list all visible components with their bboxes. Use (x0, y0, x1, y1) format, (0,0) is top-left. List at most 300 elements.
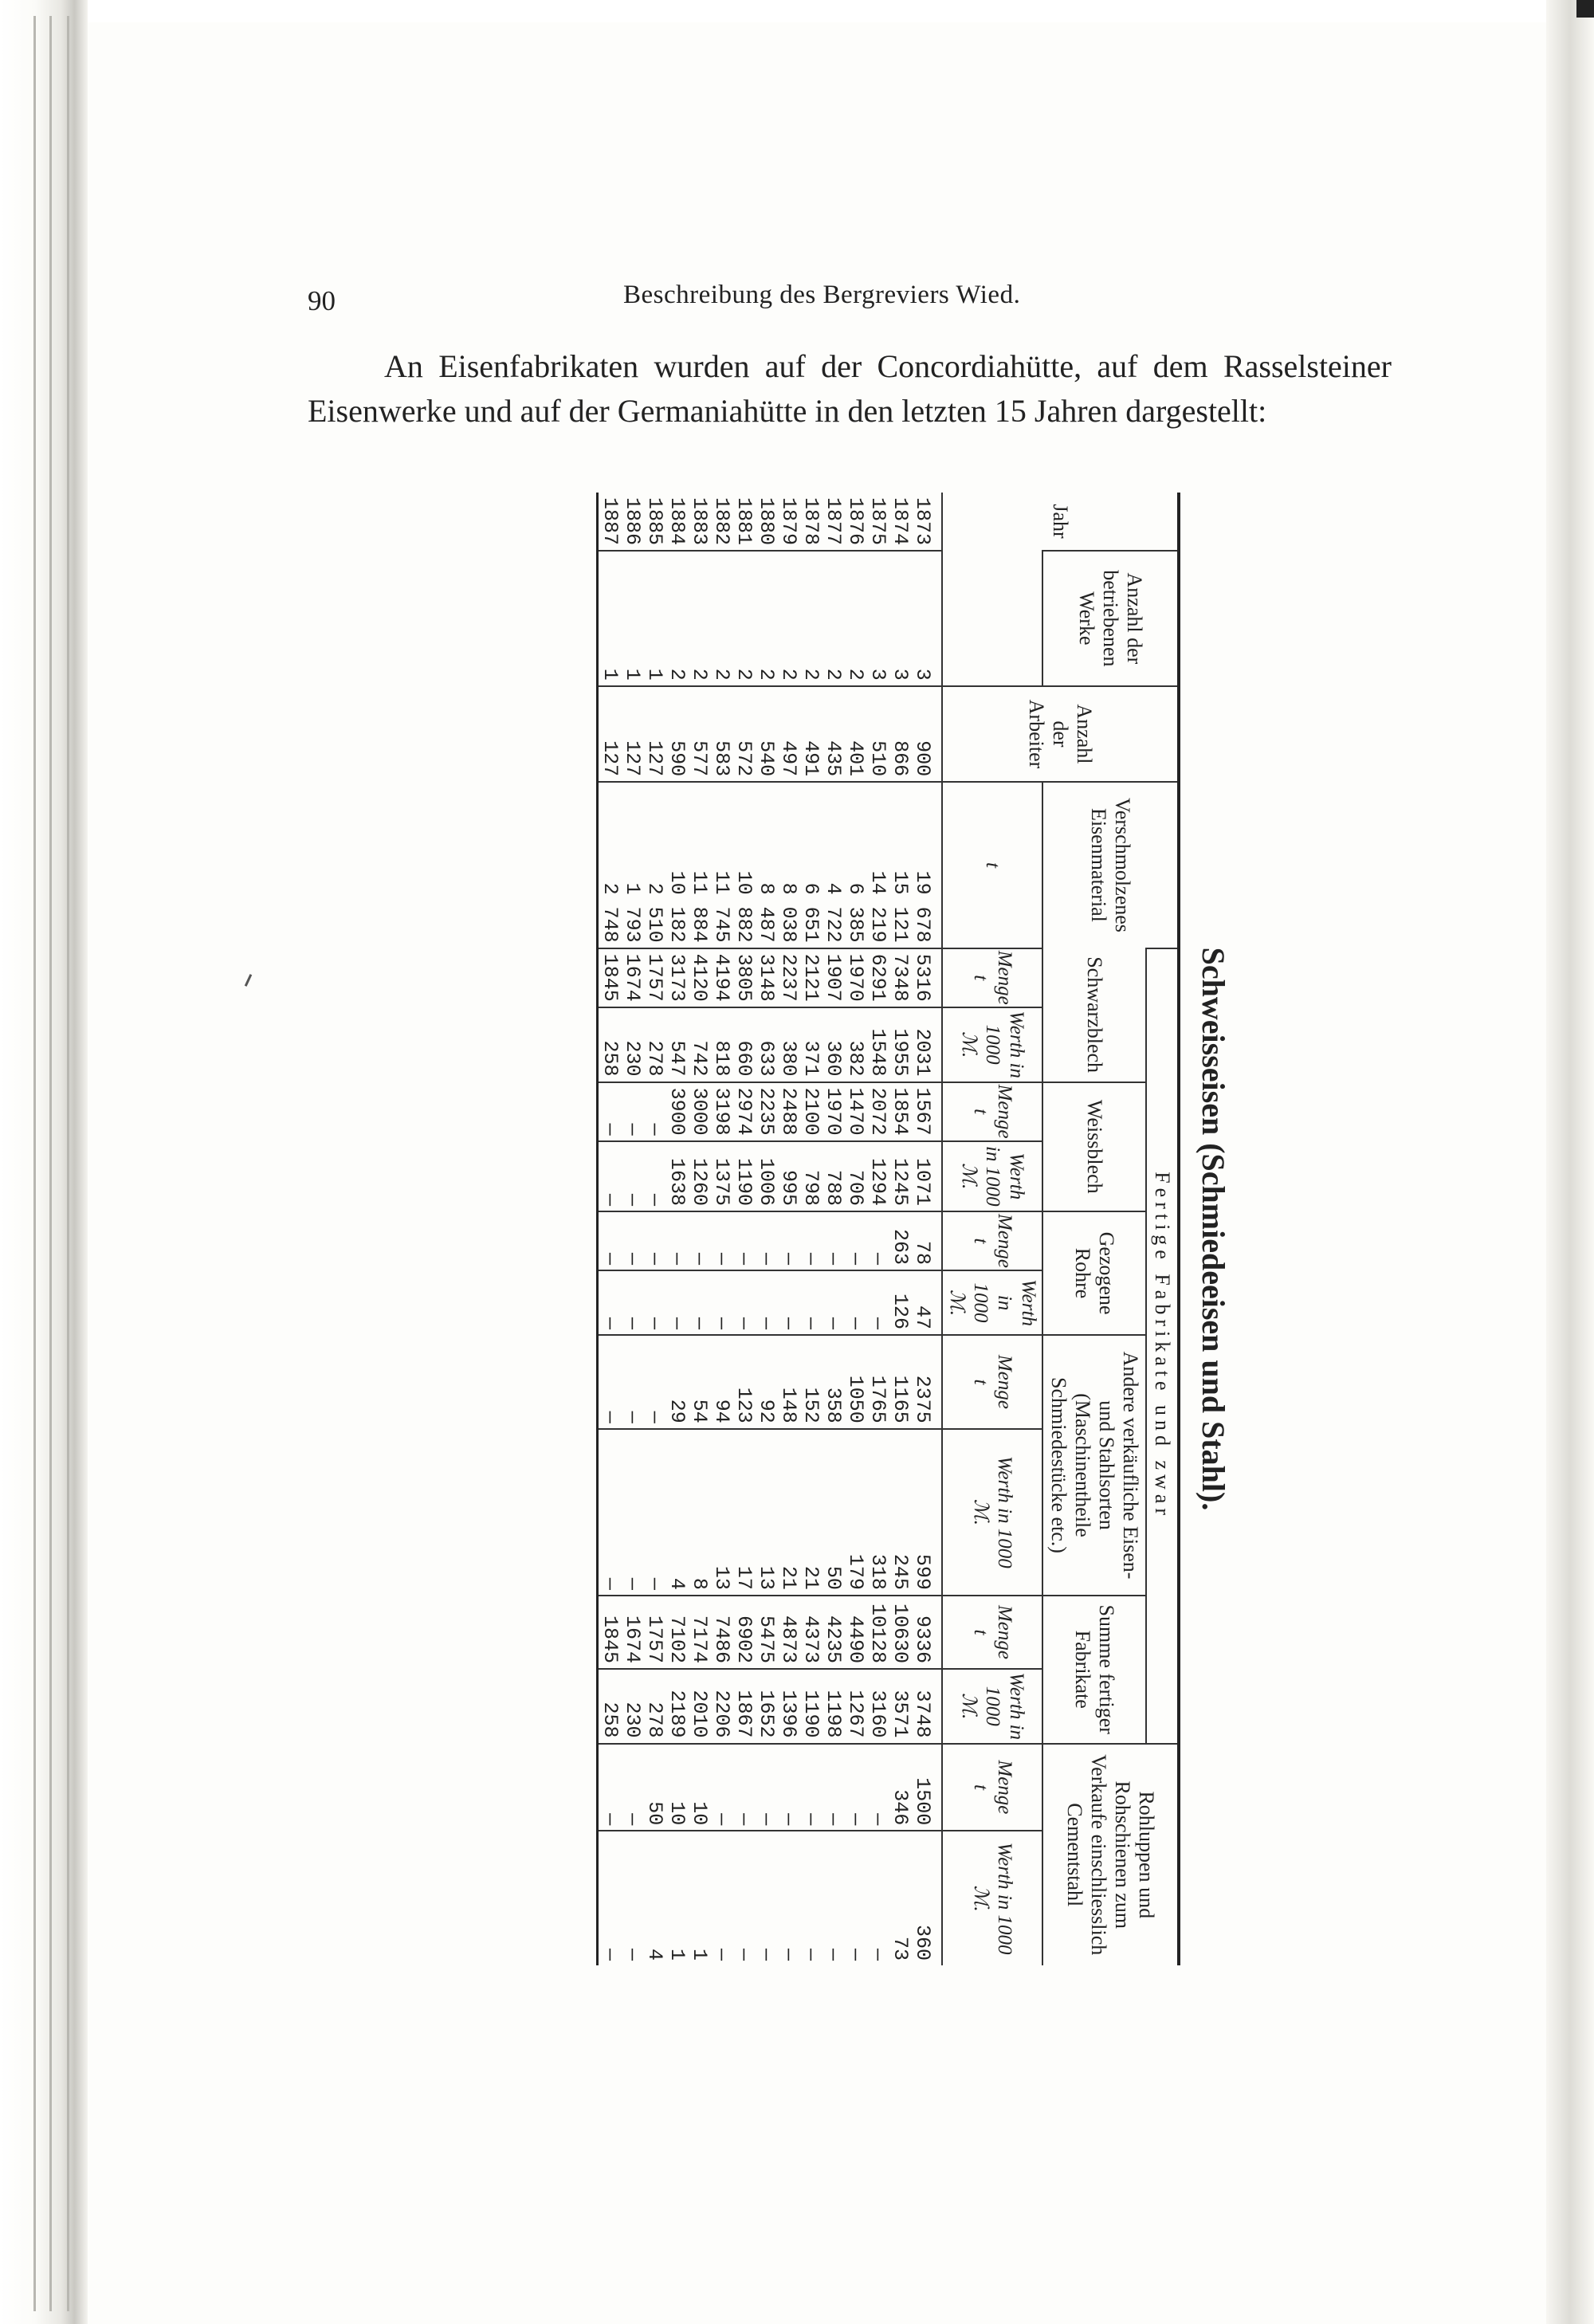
cell-sb-w: 660 (732, 1007, 755, 1082)
cell-rl-w: — (732, 1831, 755, 1965)
cell-werke: 2 (799, 551, 822, 686)
cell-gr-w: — (844, 1270, 866, 1335)
sub-menge-label: Menge (994, 1214, 1015, 1269)
cell-jahr: 1880 (755, 497, 778, 546)
cell-rl-w: — (866, 1831, 889, 1965)
table-row (598, 493, 622, 1965)
sub-menge (942, 1596, 1042, 1669)
cell-an-m: 2375 (911, 1335, 942, 1429)
table-row (710, 493, 732, 1965)
cell-an-m: — (621, 1335, 643, 1429)
cell-werke: 2 (710, 551, 732, 686)
cell-werke: 1 (621, 551, 643, 686)
unit-mark: ℳ. (970, 1885, 991, 1912)
cell-gr-w: — (710, 1270, 732, 1335)
cell-sb-m: 7348 (889, 948, 911, 1007)
cell-rl-m: — (799, 1744, 822, 1831)
cell-jahr: 1877 (822, 497, 845, 546)
cell-su-w: 2206 (710, 1669, 732, 1744)
cell-jahr: 1874 (889, 497, 912, 546)
header-schwarzblech: Schwarzblech (1042, 948, 1146, 1082)
production-table (596, 493, 1180, 1965)
unit-t: t (970, 1109, 991, 1115)
cell-sb-w: 382 (844, 1007, 866, 1082)
cell-jahr: 1875 (866, 497, 889, 546)
cell-wb-w: 1260 (688, 1141, 710, 1211)
cell-gr-m: — (710, 1211, 732, 1270)
sub-menge-label: Menge (994, 1354, 1015, 1409)
cell-sb-m: 3148 (755, 948, 777, 1007)
page-number: 90 (308, 285, 336, 316)
cell-rl-w: 1 (665, 1831, 688, 1965)
cell-rl-m: — (621, 1744, 643, 1831)
table-row (621, 493, 643, 1965)
cell-an-m: — (598, 1335, 622, 1429)
cell-sb-w: 258 (598, 1007, 622, 1082)
cell-rl-m: 50 (643, 1744, 665, 1831)
sub-menge (942, 1335, 1042, 1429)
cell-rl-m: 1500 (911, 1744, 942, 1831)
cell-wb-m: — (598, 1082, 622, 1141)
cell-sb-m: 1907 (822, 948, 844, 1007)
cell-wb-m: 3900 (665, 1082, 688, 1141)
sub-menge (942, 948, 1042, 1007)
cell-an-m: 358 (822, 1335, 844, 1429)
cell-rl-m: 10 (688, 1744, 710, 1831)
cell-rl-w: — (710, 1831, 732, 1965)
cell-wb-m: 2235 (755, 1082, 777, 1141)
cell-rl-m: 10 (665, 1744, 688, 1831)
cell-verschm: 8 487 (755, 782, 777, 948)
unit-mark: ℳ. (958, 1031, 980, 1058)
cell-arbeiter: 540 (755, 686, 777, 782)
cell-sb-m: 4120 (688, 948, 710, 1007)
cell-verschm: 11 884 (688, 782, 710, 948)
cell-verschm: 14 219 (866, 782, 889, 948)
cell-su-m: 7486 (710, 1596, 732, 1669)
scan-top-border (0, 0, 1594, 22)
cell-wb-w: 788 (822, 1141, 844, 1211)
cell-wb-m: 2072 (866, 1082, 889, 1141)
cell-su-m: 6902 (732, 1596, 755, 1669)
cell-su-m: 4490 (844, 1596, 866, 1669)
cell-jahr: 1882 (710, 497, 733, 546)
cell-wb-w: 1375 (710, 1141, 732, 1211)
cell-su-w: 2189 (665, 1669, 688, 1744)
cell-an-w: 21 (799, 1429, 822, 1596)
rotated-table (415, 493, 1241, 1965)
cell-arbeiter: 572 (732, 686, 755, 782)
cell-jahr: 1883 (688, 497, 711, 546)
cell-sb-w: 380 (777, 1007, 799, 1082)
cell-an-w: 13 (710, 1429, 732, 1596)
table-row (799, 493, 822, 1965)
unit-mark: ℳ. (958, 1163, 980, 1190)
cell-verschm: 6 385 (844, 782, 866, 948)
table-row (866, 493, 889, 1965)
cell-arbeiter: 583 (710, 686, 732, 782)
cell-rl-w: 360 (911, 1831, 942, 1965)
stray-ink-mark (245, 974, 252, 987)
cell-arbeiter: 127 (643, 686, 665, 782)
cell-arbeiter: 577 (688, 686, 710, 782)
table-row (822, 493, 844, 1965)
cell-su-m: 1845 (598, 1596, 622, 1669)
unit-mark: ℳ. (970, 1498, 991, 1525)
cell-werke: 2 (665, 551, 688, 686)
cell-su-w: 230 (621, 1669, 643, 1744)
cell-werke: 2 (755, 551, 777, 686)
cell-jahr: 1887 (599, 497, 622, 546)
cell-gr-w: — (598, 1270, 622, 1335)
cell-su-m: 1674 (621, 1596, 643, 1669)
cell-werke: 2 (688, 551, 710, 686)
cell-jahr: 1876 (844, 497, 867, 546)
cell-sb-w: 633 (755, 1007, 777, 1082)
cell-rl-w: 1 (688, 1831, 710, 1965)
cell-sb-m: 4194 (710, 948, 732, 1007)
cell-gr-m: — (643, 1211, 665, 1270)
table-row (755, 493, 777, 1965)
cell-arbeiter: 127 (621, 686, 643, 782)
cell-rl-m: — (598, 1744, 622, 1831)
unit-t: t (970, 1784, 991, 1790)
cell-gr-m: — (866, 1211, 889, 1270)
cell-wb-w: 706 (844, 1141, 866, 1211)
cell-gr-w: — (665, 1270, 688, 1335)
cell-sb-m: 3805 (732, 948, 755, 1007)
unit-werke-empty (942, 551, 1042, 686)
cell-an-w: — (621, 1429, 643, 1596)
cell-gr-m: — (799, 1211, 822, 1270)
cell-rl-m: — (777, 1744, 799, 1831)
cell-an-m: 148 (777, 1335, 799, 1429)
cell-gr-w: — (755, 1270, 777, 1335)
cell-an-w: 318 (866, 1429, 889, 1596)
cell-su-w: 258 (598, 1669, 622, 1744)
cell-sb-w: 2031 (911, 1007, 942, 1082)
cell-werke: 1 (598, 551, 622, 686)
header-rohluppen: Rohluppen und Rohschienen zum Verkaufe einschliesslich Cementstahl (1042, 1744, 1179, 1965)
cell-verschm: 10 182 (665, 782, 688, 948)
scan-corner (1576, 0, 1594, 18)
cell-sb-w: 371 (799, 1007, 822, 1082)
cell-werke: 3 (889, 551, 911, 686)
sub-werth-label: Werth in 1000 (982, 1145, 1027, 1207)
cell-gr-w: — (621, 1270, 643, 1335)
cell-su-m: 7174 (688, 1596, 710, 1669)
cell-an-m: 123 (732, 1335, 755, 1429)
unit-t: t (970, 1629, 991, 1635)
unit-t: t (970, 1379, 991, 1385)
cell-sb-w: 1548 (866, 1007, 889, 1082)
sub-werth (942, 1669, 1042, 1744)
cell-rl-w: — (799, 1831, 822, 1965)
cell-verschm: 4 722 (822, 782, 844, 948)
cell-rl-m: — (844, 1744, 866, 1831)
sub-werth (942, 1429, 1042, 1596)
cell-gr-w: — (866, 1270, 889, 1335)
cell-sb-m: 6291 (866, 948, 889, 1007)
cell-gr-m: — (598, 1211, 622, 1270)
page-edge-line (33, 16, 36, 2311)
cell-rl-m: — (755, 1744, 777, 1831)
book-binding-edge (0, 0, 88, 2324)
cell-sb-m: 3173 (665, 948, 688, 1007)
cell-wb-m: 1567 (911, 1082, 942, 1141)
cell-an-w: 4 (665, 1429, 688, 1596)
cell-wb-w: 1071 (911, 1141, 942, 1211)
cell-werke: 1 (643, 551, 665, 686)
cell-su-m: 4873 (777, 1596, 799, 1669)
sub-menge (942, 1082, 1042, 1141)
cell-werke: 3 (911, 551, 942, 686)
cell-an-w: 8 (688, 1429, 710, 1596)
cell-sb-m: 2237 (777, 948, 799, 1007)
cell-rl-w: 73 (889, 1831, 911, 1965)
cell-verschm: 19 678 (911, 782, 942, 948)
cell-an-m: 54 (688, 1335, 710, 1429)
sub-menge-label: Menge (994, 950, 1015, 1005)
sub-werth (942, 1007, 1042, 1082)
cell-arbeiter: 590 (665, 686, 688, 782)
cell-wb-m: 3198 (710, 1082, 732, 1141)
table-row (688, 493, 710, 1965)
cell-gr-w: — (799, 1270, 822, 1335)
cell-su-w: 3571 (889, 1669, 911, 1744)
cell-su-m: 4235 (822, 1596, 844, 1669)
cell-wb-w: 1294 (866, 1141, 889, 1211)
cell-sb-m: 1757 (643, 948, 665, 1007)
cell-rl-m: — (710, 1744, 732, 1831)
sub-menge (942, 1744, 1042, 1831)
cell-wb-w: — (643, 1141, 665, 1211)
cell-wb-w: 1190 (732, 1141, 755, 1211)
cell-sb-w: 360 (822, 1007, 844, 1082)
cell-su-w: 3160 (866, 1669, 889, 1744)
cell-wb-m: 1470 (844, 1082, 866, 1141)
sub-werth-label: Werth in 1000 (994, 1456, 1015, 1568)
sub-werth-label: Werth in 1000 (982, 1672, 1027, 1741)
unit-t: t (970, 975, 991, 981)
header-gezogene-rohre: Gezogene Rohre (1042, 1211, 1146, 1335)
cell-rl-m: 346 (889, 1744, 911, 1831)
cell-gr-m: — (732, 1211, 755, 1270)
sub-menge (942, 1211, 1042, 1270)
cell-arbeiter: 866 (889, 686, 911, 782)
sub-werth-label: Werth in 1000 (970, 1279, 1039, 1326)
cell-wb-m: — (621, 1082, 643, 1141)
cell-an-m: 94 (710, 1335, 732, 1429)
cell-gr-m: 78 (911, 1211, 942, 1270)
cell-jahr: 1879 (777, 497, 800, 546)
cell-rl-m: — (732, 1744, 755, 1831)
cell-sb-w: 1955 (889, 1007, 911, 1082)
cell-su-w: 1267 (844, 1669, 866, 1744)
table-row (643, 493, 665, 1965)
cell-wb-m: 2488 (777, 1082, 799, 1141)
right-page-edge (1546, 0, 1594, 2324)
cell-gr-m: — (822, 1211, 844, 1270)
cell-gr-m: 263 (889, 1211, 911, 1270)
header-fertige-fabrikate: Fertige Fabrikate und zwar (1146, 948, 1179, 1744)
sub-werth (942, 1270, 1042, 1335)
cell-sb-w: 818 (710, 1007, 732, 1082)
cell-rl-m: — (866, 1744, 889, 1831)
cell-verschm: 8 038 (777, 782, 799, 948)
cell-gr-m: — (755, 1211, 777, 1270)
cell-rl-w: — (621, 1831, 643, 1965)
table-row (889, 493, 911, 1965)
cell-wb-w: 1245 (889, 1141, 911, 1211)
cell-verschm: 1 793 (621, 782, 643, 948)
cell-verschm: 10 882 (732, 782, 755, 948)
cell-rl-m: — (822, 1744, 844, 1831)
table-row (665, 493, 688, 1965)
cell-su-m: 7102 (665, 1596, 688, 1669)
unit-t: t (970, 1238, 991, 1244)
sub-menge-label: Menge (994, 1760, 1015, 1815)
cell-su-w: 1652 (755, 1669, 777, 1744)
cell-wb-m: — (643, 1082, 665, 1141)
cell-sb-m: 1845 (598, 948, 622, 1007)
cell-rl-w: 4 (643, 1831, 665, 1965)
page-edge-line (67, 16, 69, 2311)
cell-arbeiter: 491 (799, 686, 822, 782)
header-summe: Summe fertiger Fabrikate (1042, 1596, 1146, 1744)
cell-gr-w: — (688, 1270, 710, 1335)
cell-arbeiter: 510 (866, 686, 889, 782)
cell-su-w: 3748 (911, 1669, 942, 1744)
cell-an-w: 50 (822, 1429, 844, 1596)
cell-wb-m: 2974 (732, 1082, 755, 1141)
cell-arbeiter: 435 (822, 686, 844, 782)
cell-rl-w: — (755, 1831, 777, 1965)
cell-gr-w: 126 (889, 1270, 911, 1335)
cell-gr-m: — (777, 1211, 799, 1270)
cell-an-w: 245 (889, 1429, 911, 1596)
cell-gr-w: — (643, 1270, 665, 1335)
cell-an-m: 1765 (866, 1335, 889, 1429)
cell-su-m: 5475 (755, 1596, 777, 1669)
cell-an-w: — (598, 1429, 622, 1596)
cell-jahr: 1881 (732, 497, 756, 546)
sub-werth (942, 1831, 1042, 1965)
cell-sb-w: 547 (665, 1007, 688, 1082)
cell-arbeiter: 900 (911, 686, 942, 782)
cell-jahr: 1873 (911, 497, 934, 546)
cell-verschm: 2 510 (643, 782, 665, 948)
header-weissblech: Weissblech (1042, 1082, 1146, 1211)
header-verschmolzen: Verschmolzenes Eisenmaterial (1042, 782, 1179, 948)
cell-gr-m: — (688, 1211, 710, 1270)
cell-an-w: 13 (755, 1429, 777, 1596)
cell-gr-m: — (665, 1211, 688, 1270)
cell-wb-m: 2100 (799, 1082, 822, 1141)
running-head: Beschreibung des Bergreviers Wied. (623, 281, 1021, 309)
cell-an-m: 152 (799, 1335, 822, 1429)
cell-gr-w: — (822, 1270, 844, 1335)
intro-paragraph (308, 344, 1392, 434)
cell-wb-m: 3000 (688, 1082, 710, 1141)
cell-jahr: 1886 (621, 497, 644, 546)
sub-werth-label: Werth in 1000 (994, 1842, 1015, 1955)
table-row (911, 493, 942, 1965)
cell-sb-w: 278 (643, 1007, 665, 1082)
unit-mark: ℳ. (946, 1290, 968, 1317)
cell-rl-w: — (598, 1831, 622, 1965)
cell-wb-w: 1638 (665, 1141, 688, 1211)
header-anzahl-arbeiter: Anzahl der Arbeiter (942, 686, 1179, 782)
cell-wb-w: — (598, 1141, 622, 1211)
cell-gr-m: — (621, 1211, 643, 1270)
cell-verschm: 2 748 (598, 782, 622, 948)
cell-an-w: 17 (732, 1429, 755, 1596)
unit-mark: ℳ. (958, 1693, 980, 1720)
cell-su-m: 1757 (643, 1596, 665, 1669)
cell-rl-w: — (844, 1831, 866, 1965)
cell-an-w: — (643, 1429, 665, 1596)
cell-wb-w: — (621, 1141, 643, 1211)
cell-an-w: 179 (844, 1429, 866, 1596)
cell-gr-w: — (777, 1270, 799, 1335)
cell-arbeiter: 401 (844, 686, 866, 782)
cell-sb-w: 742 (688, 1007, 710, 1082)
cell-su-w: 1396 (777, 1669, 799, 1744)
cell-su-m: 10128 (866, 1596, 889, 1669)
cell-sb-m: 1674 (621, 948, 643, 1007)
cell-rl-w: — (777, 1831, 799, 1965)
intro-text: An Eisenfabrikaten wurden auf der Concordiahütte, auf dem Rasselsteiner Eisenwerke und auf der Germaniahütte in den letzten 15 Jahren dargestellt: (308, 348, 1392, 429)
cell-jahr: 1884 (665, 497, 689, 546)
cell-an-m: 29 (665, 1335, 688, 1429)
cell-an-w: 599 (911, 1429, 942, 1596)
cell-su-m: 4373 (799, 1596, 822, 1669)
header-anzahl-werke: Anzahl der betriebenen Werke (1042, 551, 1179, 686)
cell-jahr: 1885 (643, 497, 666, 546)
cell-su-m: 10630 (889, 1596, 911, 1669)
cell-wb-m: 1854 (889, 1082, 911, 1141)
cell-an-m: 92 (755, 1335, 777, 1429)
header-jahr: Jahr (942, 493, 1179, 551)
cell-an-m: 1050 (844, 1335, 866, 1429)
cell-an-m: — (643, 1335, 665, 1429)
cell-su-w: 1190 (799, 1669, 822, 1744)
cell-su-w: 1198 (822, 1669, 844, 1744)
cell-sb-w: 230 (621, 1007, 643, 1082)
cell-werke: 2 (822, 551, 844, 686)
cell-werke: 2 (732, 551, 755, 686)
cell-jahr: 1878 (799, 497, 823, 546)
cell-werke: 3 (866, 551, 889, 686)
cell-rl-w: — (822, 1831, 844, 1965)
cell-wb-w: 1006 (755, 1141, 777, 1211)
cell-wb-w: 798 (799, 1141, 822, 1211)
cell-su-w: 1867 (732, 1669, 755, 1744)
table-row (844, 493, 866, 1965)
cell-werke: 2 (777, 551, 799, 686)
cell-su-w: 2010 (688, 1669, 710, 1744)
unit-t: t (942, 782, 1042, 948)
cell-wb-w: 995 (777, 1141, 799, 1211)
cell-sb-m: 2121 (799, 948, 822, 1007)
cell-gr-m: — (844, 1211, 866, 1270)
table-row (777, 493, 799, 1965)
cell-sb-m: 5316 (911, 948, 942, 1007)
cell-gr-w: 47 (911, 1270, 942, 1335)
table-body (598, 493, 943, 1965)
table-row (732, 493, 755, 1965)
